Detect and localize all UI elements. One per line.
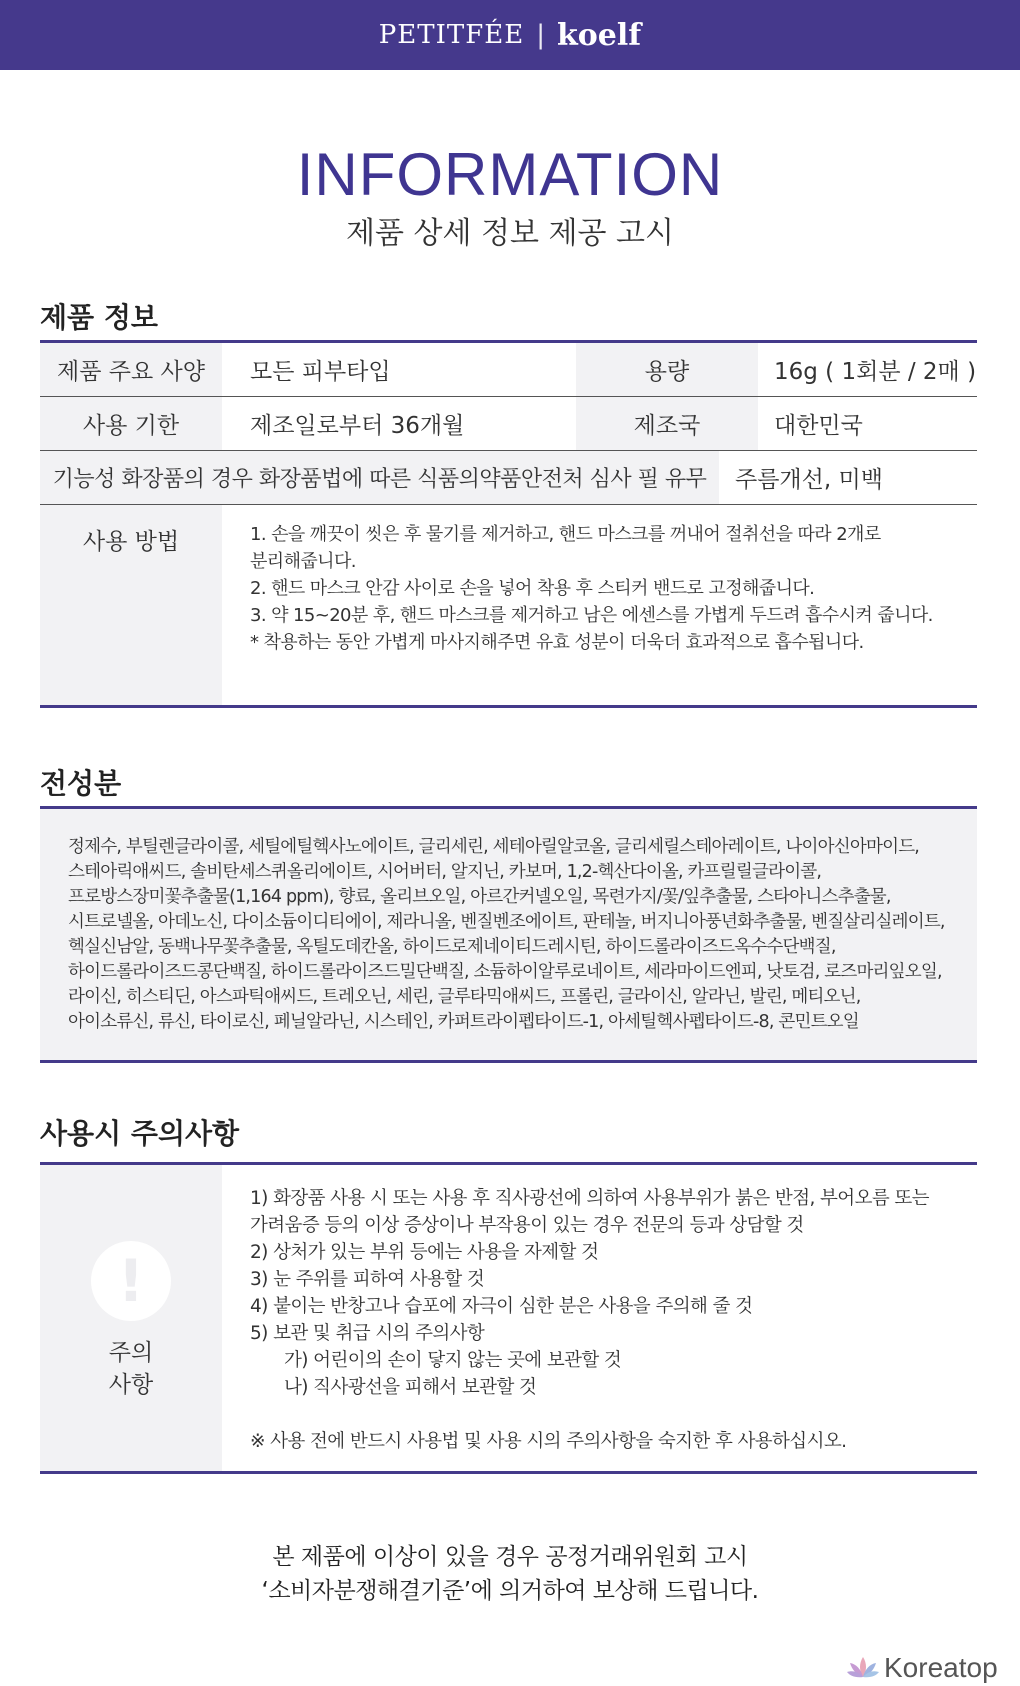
compensation-notice — [0, 1540, 1020, 1608]
caution-label — [40, 1337, 222, 1401]
table-row — [40, 397, 977, 451]
exclamation-icon: ! — [91, 1241, 171, 1321]
notice-line: 본 제품에 이상이 있을 경우 공정거래위원회 고시 — [272, 1544, 748, 1570]
ingredients-line: 헥실신남알, 동백나무꽃추출물, 옥틸도데칸올, 하이드로제네이티드레시틴, 하이드롤라이즈드옥수수단백질, — [68, 937, 836, 957]
caution-sub-line: 나) 직사광선을 피해서 보관할 것 — [284, 1377, 537, 1398]
caution-line: 2) 상처가 있는 부위 등에는 사용을 자제할 것 — [250, 1242, 599, 1263]
ingredients-line: 아이소류신, 류신, 타이로신, 페닐알라닌, 시스테인, 카퍼트라이펩타이드-1, 아세틸헥사펩타이드-8, 콘민트오일 — [68, 1012, 859, 1032]
caution-label-line: 사항 — [108, 1372, 154, 1398]
usage-line: 3. 약 15~20분 후, 핸드 마스크를 제거하고 남은 에센스를 가볍게 두드려 흡수시켜 줍니다. — [250, 605, 933, 626]
caution-label-line: 주의 — [108, 1340, 154, 1366]
functional-label: 기능성 화장품의 경우 화장품법에 따른 식품의약품안전처 심사 필 유무 — [40, 451, 719, 504]
usage-line: * 착용하는 동안 가볍게 마사지해주면 유효 성분이 더욱더 효과적으로 흡수됩니다. — [250, 632, 864, 653]
volume-label: 용량 — [576, 343, 758, 396]
usage-line: 1. 손을 깨끗이 씻은 후 물기를 제거하고, 핸드 마스크를 꺼내어 절취선을 따라 2개로 — [250, 524, 881, 545]
brand-petitfee: PETITFÉE — [378, 20, 525, 50]
expiry-value: 제조일로부터 36개월 — [222, 397, 576, 450]
spec-value: 모든 피부타입 — [222, 343, 576, 396]
caution-line: 가려움증 등의 이상 증상이나 부작용이 있는 경우 전문의 등과 상담할 것 — [250, 1215, 804, 1236]
product-info-heading: 제품 정보 — [40, 301, 158, 334]
product-info-table — [40, 340, 977, 708]
caution-table — [40, 1162, 977, 1474]
notice-line: ‘소비자분쟁해결기준’에 의거하여 보상해 드립니다. — [261, 1578, 759, 1604]
table-row — [40, 451, 977, 505]
usage-row — [40, 505, 977, 708]
caution-list — [222, 1165, 977, 1471]
volume-value: 16g ( 1회분 / 2매 ) — [758, 343, 977, 396]
ingredients-heading: 전성분 — [40, 767, 122, 800]
expiry-label: 사용 기한 — [40, 397, 222, 450]
watermark-text: Koreatop — [884, 1652, 998, 1683]
ingredients-line: 프로방스장미꽃추출물(1,164 ppm), 향료, 올리브오일, 아르간커넬오일, 목련가지/꽃/잎추출물, 스타아니스추출물, — [68, 887, 891, 907]
caution-note: ※ 사용 전에 반드시 사용법 및 사용 시의 주의사항을 숙지한 후 사용하십시오. — [250, 1431, 847, 1452]
ingredients-list — [40, 806, 977, 1063]
page-subtitle: 제품 상세 정보 제공 고시 — [346, 216, 674, 251]
spacer — [250, 1401, 965, 1428]
brand-header — [0, 0, 1020, 70]
functional-value: 주름개선, 미백 — [719, 451, 938, 504]
brand-separator: | — [536, 20, 545, 50]
lotus-logo-icon — [846, 1655, 880, 1681]
caution-side — [40, 1165, 222, 1471]
ingredients-line: 정제수, 부틸렌글라이콜, 세틸에틸헥사노에이트, 글리세린, 세테아릴알코올, 글리세릴스테아레이트, 나이아신아마이드, — [68, 837, 920, 857]
spec-label: 제품 주요 사양 — [40, 343, 222, 396]
ingredients-line: 시트로넬올, 아데노신, 다이소듐이디티에이, 제라니올, 벤질벤조에이트, 판테놀, 버지니아풍년화추출물, 벤질살리실레이트, — [68, 912, 945, 932]
caution-sub-line: 가) 어린이의 손이 닿지 않는 곳에 보관할 것 — [284, 1350, 622, 1371]
brand-koelf: koelf — [557, 17, 642, 53]
caution-line: 1) 화장품 사용 시 또는 사용 후 직사광선에 의하여 사용부위가 붉은 반점, 부어오름 또는 — [250, 1188, 929, 1209]
origin-value: 대한민국 — [758, 397, 977, 450]
usage-label: 사용 방법 — [40, 505, 222, 705]
origin-label: 제조국 — [576, 397, 758, 450]
ingredients-line: 라이신, 히스티딘, 아스파틱애씨드, 트레오닌, 세린, 글루타믹애씨드, 프롤린, 글라이신, 알라닌, 발린, 메티오닌, — [68, 987, 861, 1007]
page-title: INFORMATION — [296, 141, 724, 208]
caution-line: 3) 눈 주위를 피하여 사용할 것 — [250, 1269, 485, 1290]
ingredients-line: 하이드롤라이즈드콩단백질, 하이드롤라이즈드밀단백질, 소듐하이알루로네이트, 세라마이드엔피, 낫토검, 로즈마리잎오일, — [68, 962, 942, 982]
caution-line: 4) 붙이는 반창고나 습포에 자극이 심한 분은 사용을 주의해 줄 것 — [250, 1296, 753, 1317]
watermark — [846, 1652, 998, 1684]
table-row — [40, 343, 977, 397]
caution-heading: 사용시 주의사항 — [40, 1117, 240, 1150]
usage-line: 2. 핸드 마스크 안감 사이로 손을 넣어 착용 후 스티커 밴드로 고정해줍니다. — [250, 578, 815, 599]
ingredients-line: 스테아릭애씨드, 솔비탄세스퀴올리에이트, 시어버터, 알지닌, 카보머, 1,2-헥산다이올, 카프릴릴글라이콜, — [68, 862, 822, 882]
usage-line: 분리해줍니다. — [250, 551, 356, 572]
usage-instructions — [222, 505, 977, 705]
caution-line: 5) 보관 및 취급 시의 주의사항 — [250, 1323, 485, 1344]
